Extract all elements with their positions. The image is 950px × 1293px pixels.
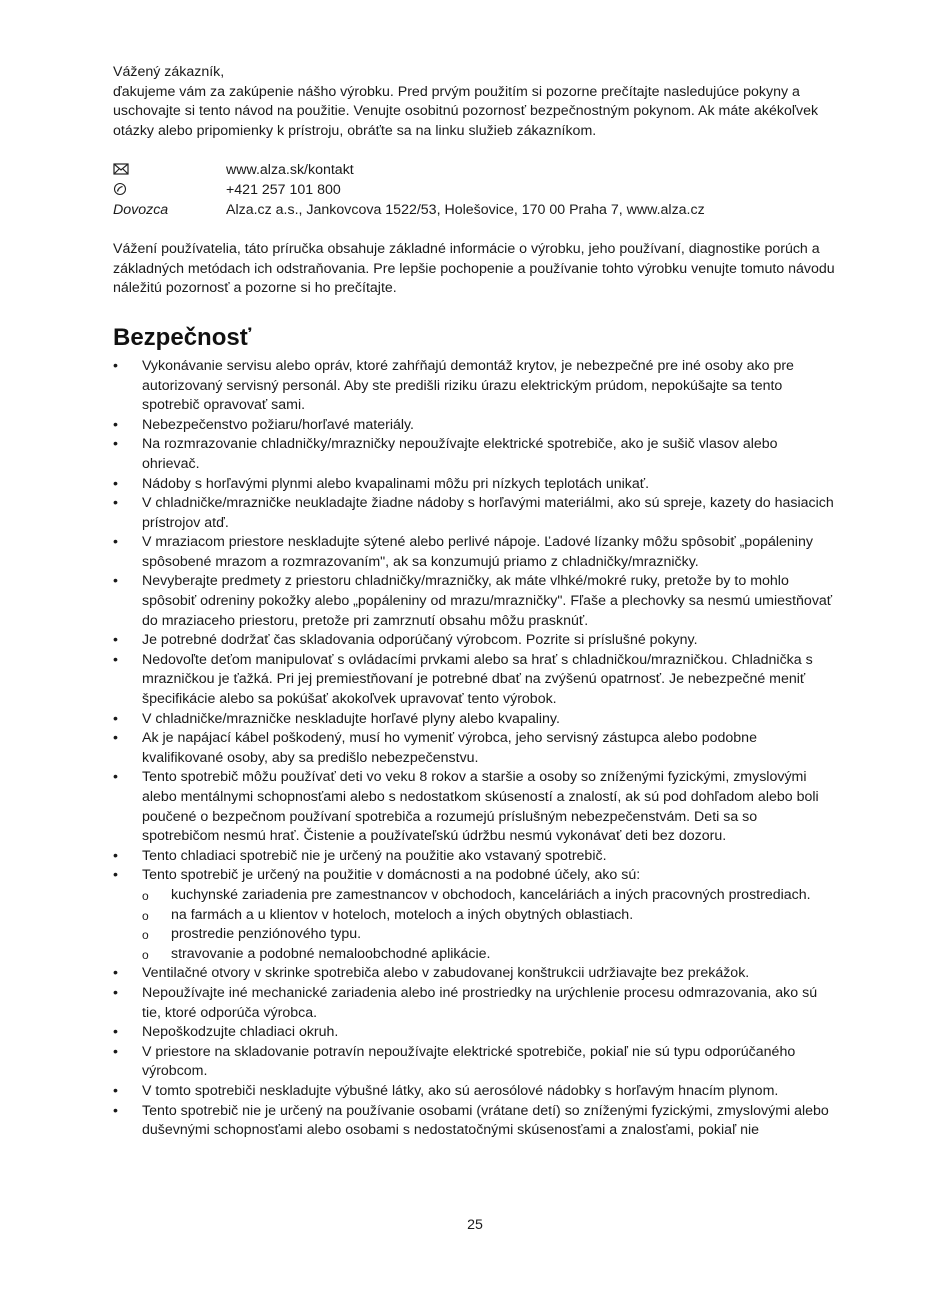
sub-list-item: o prostredie penziónového typu. [142,925,837,945]
greeting: Vážený zákazník, [113,64,225,80]
list-item: • V priestore na skladovanie potravín nepoužívajte elektrické spotrebiče, pokiaľ nie sú typu odporúčaného výrobcom. [113,1043,837,1082]
list-item: • Nádoby s horľavými plynmi alebo kvapalinami môžu pri nízkych teplotách unikať. [113,475,837,495]
list-item: • Nepoškodzujte chladiaci okruh. [113,1023,837,1043]
list-item: • V mraziacom priestore neskladujte sýtené alebo perlivé nápoje. Ľadové lízanky môžu spôsobiť „popáleniny spôsobené mrazom a rozmrazovaním", ak sa konzumujú priamo z chladničky/mrazničky. [113,533,837,572]
contact-phone-row [113,181,837,201]
list-item: • Tento spotrebič nie je určený na používanie osobami (vrátane detí) so zníženými fyzickými, zmyslovými alebo duševnými schopnosťami alebo osobami s nedostatočnými skúsenosťami a znalosťami, pokiaľ nie [113,1102,837,1141]
list-item-text: Tento spotrebič je určený na použitie v domácnosti a na podobné účely, ako sú: [142,867,641,884]
list-item: • V chladničke/mrazničke neukladajte žiadne nádoby s horľavými materiálmi, ako sú spreje, kazety do hasiacich prístrojov atď. [113,494,837,533]
contact-importer-row [113,201,837,221]
contact-web[interactable]: www.alza.sk/kontakt [226,162,354,179]
list-item: • V tomto spotrebiči neskladujte výbušné látky, ako sú aerosólové nádobky s horľavým hnacím plynom. [113,1082,837,1102]
intro-paragraph: ďakujeme vám za zakúpenie nášho výrobku. Pred prvým použitím si pozorne prečítajte nasledujúce pokyny a uschovajte si tento návod na použitie. Venujte osobitnú pozornosť bezpečnostným pokynom. Ak máte akékoľvek otázky alebo pripomienky k prístroju, obráťte sa na linku služieb zákazníkom. [113,83,819,139]
contacts-block [113,161,837,220]
sub-list-item: o kuchynské zariadenia pre zamestnancov v obchodoch, kanceláriách a iných pracovných prostrediach. [142,886,837,906]
envelope-icon [113,161,226,181]
safety-list [113,357,837,1141]
importer-address: Alza.cz a.s., Jankovcova 1522/53, Holešovice, 170 00 Praha 7, www.alza.cz [226,201,705,218]
section-heading-safety: Bezpečnosť [113,323,252,351]
list-item: • Tento chladiaci spotrebič nie je určený na použitie ako vstavaný spotrebič. [113,847,837,867]
importer-label: Dovozca [113,201,169,218]
phone-icon [113,181,226,201]
list-item-with-sublist [113,866,837,964]
usage-sublist [142,886,837,964]
document-page [113,63,837,1141]
list-item: • Je potrebné dodržať čas skladovania odporúčaný výrobcom. Pozrite si príslušné pokyny. [113,631,837,651]
list-item: • V chladničke/mrazničke neskladujte horľavé plyny alebo kvapaliny. [113,710,837,730]
users-note: Vážení používatelia, táto príručka obsahuje základné informácie o výrobku, jeho používaní, diagnostike porúch a základných metódach ich odstraňovania. Pre lepšie pochopenie a používanie tohto výrobku venujte tomuto návodu náležitú pozornosť a pozorne si ho prečítajte. [113,241,835,297]
list-item: • Ventilačné otvory v skrinke spotrebiča alebo v zabudovanej konštrukcii udržiavajte bez prekážok. [113,964,837,984]
contact-web-row [113,161,837,181]
intro [113,63,837,141]
list-item: • Nevyberajte predmety z priestoru chladničky/mrazničky, ak máte vlhké/mokré ruky, pretože by to mohlo spôsobiť odreniny pokožky alebo „popáleniny od mrazu/mrazničky". Fľaše a plechovky sa nesmú umiestňovať do mraziaceho priestoru, pretože pri zamrznutí obsahu môžu prasknúť. [113,572,837,631]
sub-list-item: o stravovanie a podobné nemaloobchodné aplikácie. [142,945,837,965]
list-item: • Ak je napájací kábel poškodený, musí ho vymeniť výrobca, jeho servisný zástupca alebo podobne kvalifikované osoby, aby sa predišlo nebezpečenstvu. [113,729,837,768]
contact-phone: +421 257 101 800 [226,181,341,198]
list-item: • Tento spotrebič môžu používať deti vo veku 8 rokov a staršie a osoby so zníženými fyzickými, zmyslovými alebo mentálnymi schopnosťami alebo s nedostatkom skúseností a znalostí, ak sú pod dohľadom alebo boli poučené o bezpečnom používaní spotrebiča a rozumejú príslušným nebezpečenstvám. Deti sa so spotrebičom nesmú hrať. Čistenie a používateľskú údržbu nesmú vykonávať deti bez dozoru. [113,768,837,846]
list-item: • Na rozmrazovanie chladničky/mrazničky nepoužívajte elektrické spotrebiče, ako je sušič vlasov alebo ohrievač. [113,435,837,474]
sub-list-item: o na farmách a u klientov v hoteloch, moteloch a iných obytných oblastiach. [142,906,837,926]
list-item: • Nepoužívajte iné mechanické zariadenia alebo iné prostriedky na urýchlenie procesu odmrazovania, ako sú tie, ktoré odporúča výrobca. [113,984,837,1023]
list-item: • Nebezpečenstvo požiaru/horľavé materiály. [113,416,837,436]
page-number: 25 [467,1217,483,1233]
list-item: • Vykonávanie servisu alebo opráv, ktoré zahŕňajú demontáž krytov, je nebezpečné pre iné osoby ako pre autorizovaný servisný personál. Aby ste predišli riziku úrazu elektrickým prúdom, nepokúšajte sa tento spotrebič opravovať sami. [113,357,837,416]
list-item: • Nedovoľte deťom manipulovať s ovládacími prvkami alebo sa hrať s chladničkou/mrazničkou. Chladnička s mrazničkou je ťažká. Pri jej premiestňovaní je potrebné dbať na zvýšenú opatrnosť. Je nebezpečné meniť špecifikácie alebo sa pokúšať akokoľvek upravovať tento výrobok. [113,651,837,710]
